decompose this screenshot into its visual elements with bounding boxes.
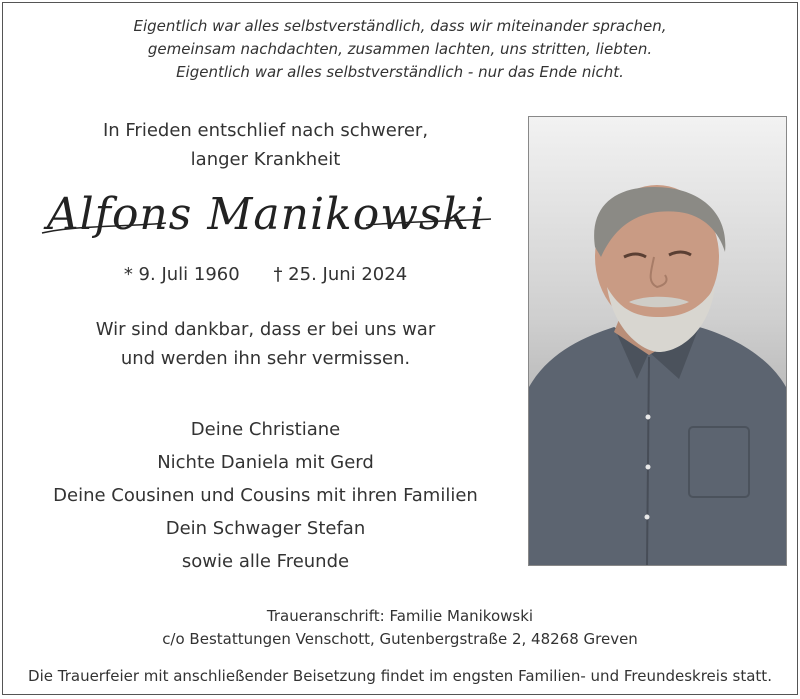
thanks-text [23, 315, 508, 373]
portrait-photo [528, 116, 787, 566]
quote-line: Eigentlich war alles selbstverständlich, dass wir miteinander sprachen, [133, 17, 667, 35]
name-text: Alfons Manikowski [46, 189, 485, 240]
intro-line: langer Krankheit [190, 149, 341, 170]
thanks-line: und werden ihn sehr vermissen. [120, 348, 411, 369]
deceased-name [23, 175, 508, 255]
name-script [36, 175, 496, 255]
funeral-notice: Die Trauerfeier mit anschließender Beisetzung findet im engsten Familien- und Freundeskreis statt. [28, 667, 772, 685]
thanks-line: Wir sind dankbar, dass er bei uns war [95, 319, 436, 340]
intro-line: In Frieden entschlief nach schwerer, [102, 120, 429, 141]
mourner-line: Deine Christiane [190, 419, 341, 440]
life-dates [23, 262, 508, 288]
quote-line: gemeinsam nachdachten, zusammen lachten, uns stritten, liebten. [147, 40, 653, 58]
obituary-card [2, 2, 798, 695]
portrait-illustration [529, 117, 786, 565]
death-date: † 25. Juni 2024 [273, 264, 408, 285]
mourner-line: Dein Schwager Stefan [165, 518, 366, 539]
mourners-list [23, 413, 508, 578]
birth-date: * 9. Juli 1960 [123, 264, 240, 285]
opening-quote [3, 15, 797, 84]
quote-line: Eigentlich war alles selbstverständlich - nur das Ende nicht. [176, 63, 624, 81]
mourner-line: sowie alle Freunde [181, 551, 350, 572]
address-line: Traueranschrift: Familie Manikowski [266, 607, 534, 625]
mourner-line: Nichte Daniela mit Gerd [157, 452, 374, 473]
mourner-line: Deine Cousinen und Cousins mit ihren Familien [53, 485, 478, 506]
address-line: c/o Bestattungen Venschott, Gutenbergstraße 2, 48268 Greven [162, 630, 638, 648]
intro-text [23, 116, 508, 174]
address-block [3, 605, 797, 651]
